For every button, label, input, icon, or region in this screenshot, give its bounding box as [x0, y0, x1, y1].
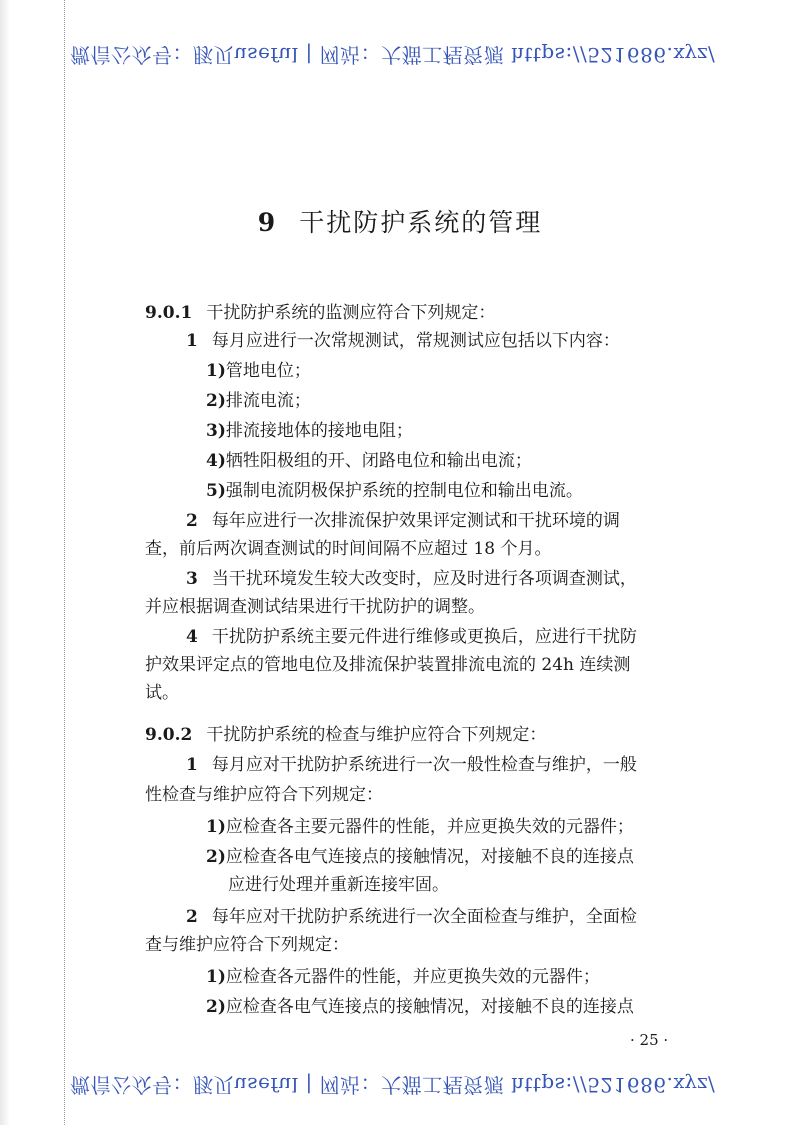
clause-text: 应检查各电气连接点的接触情况，对接触不良的连接点 [225, 847, 634, 867]
clause-number: 4) [206, 451, 226, 471]
text-line [145, 725, 546, 745]
text-line [206, 481, 583, 501]
clause-text: 排流接地体的接地电阻； [225, 421, 413, 441]
clause-text: 应检查各主要元器件的性能，并应更换失效的元器件； [225, 817, 634, 837]
scan-edge-line [64, 0, 65, 1125]
clause-text: 并应根据调查测试结果进行干扰防护的调整。 [145, 597, 485, 617]
text-line [186, 331, 620, 351]
clause-number: 1) [206, 967, 226, 987]
text-line [145, 935, 349, 955]
clause-number: 2) [206, 847, 226, 867]
chapter-title [0, 203, 800, 239]
clause-text: 应进行处理并重新连接牢固。 [228, 875, 449, 895]
clause-text: 试。 [145, 683, 179, 703]
text-line [145, 597, 485, 617]
clause-number: 2 [186, 511, 198, 531]
text-line [186, 755, 637, 775]
text-line [206, 847, 634, 867]
clause-number: 3) [206, 421, 226, 441]
clause-text: 应检查各元器件的性能，并应更换失效的元器件； [225, 967, 600, 987]
text-line [186, 627, 637, 647]
clause-text: 排流电流； [225, 391, 311, 411]
text-line [186, 569, 637, 589]
clause-text: 每月应对干扰防护系统进行一次一般性检查与维护，一般 [211, 755, 637, 775]
text-line [186, 511, 620, 531]
chapter-number: 9 [257, 208, 278, 237]
clause-text: 当干扰环境发生较大改变时，应及时进行各项调查测试， [211, 569, 637, 589]
clause-number: 5) [206, 481, 226, 501]
text-line [145, 539, 551, 559]
text-line [206, 451, 532, 471]
clause-text: 干扰防护系统主要元件进行维修或更换后，应进行干扰防 [211, 627, 637, 647]
clause-number: 2) [206, 391, 226, 411]
clause-text: 干扰防护系统的检查与维护应符合下列规定： [206, 725, 547, 745]
scan-edge-shadow [0, 0, 10, 1125]
clause-text: 干扰防护系统的监测应符合下列规定： [206, 303, 496, 323]
text-line [206, 817, 634, 837]
text-line [145, 785, 383, 805]
text-line [206, 967, 600, 987]
clause-number: 2 [186, 907, 198, 927]
clause-text: 管地电位； [225, 361, 311, 381]
clause-text: 每月应进行一次常规测试，常规测试应包括以下内容： [211, 331, 620, 351]
clause-text: 应检查各电气连接点的接触情况，对接触不良的连接点 [225, 997, 634, 1017]
clause-number: 1) [206, 361, 226, 381]
text-line [206, 997, 634, 1017]
clause-text: 每年应对干扰防护系统进行一次全面检查与维护，全面检 [211, 907, 637, 927]
clause-number: 9.0.2 [145, 725, 193, 745]
clause-number: 9.0.1 [145, 303, 193, 323]
clause-text: 每年应进行一次排流保护效果评定测试和干扰环境的调 [211, 511, 620, 531]
clause-text: 查与维护应符合下列规定： [145, 935, 349, 955]
clause-text: 强制电流阴极保护系统的控制电位和输出电流。 [225, 481, 583, 501]
text-line [206, 421, 413, 441]
chapter-title-text: 干扰防护系统的管理 [299, 208, 543, 237]
text-line [206, 361, 311, 381]
clause-number: 1 [186, 331, 198, 351]
clause-number: 1) [206, 817, 226, 837]
clause-text: 性检查与维护应符合下列规定： [145, 785, 383, 805]
clause-text: 牺牲阳极组的开、闭路电位和输出电流； [225, 451, 532, 471]
text-line [145, 683, 179, 703]
clause-number: 2) [206, 997, 226, 1017]
text-line [206, 391, 311, 411]
text-line [145, 655, 630, 675]
clause-number: 1 [186, 755, 198, 775]
text-line [228, 875, 449, 895]
page-number: · 25 · [630, 1031, 669, 1049]
clause-number: 4 [186, 627, 198, 647]
clause-text: 查，前后两次调查测试的时间间隔不应超过 18 个月。 [145, 539, 552, 559]
text-line [145, 303, 495, 323]
clause-number: 3 [186, 569, 198, 589]
text-line [186, 907, 637, 927]
clause-text: 护效果评定点的管地电位及排流保护装置排流电流的 24h 连续测 [145, 655, 631, 675]
watermark-top: 微信公众号：豚贝useful | 网站：大猫工程资源 https://521686.xyz/ [70, 43, 716, 67]
watermark-bottom: 微信公众号：豚贝useful | 网站：大猫工程资源 https://521686.xyz/ [70, 1073, 716, 1097]
